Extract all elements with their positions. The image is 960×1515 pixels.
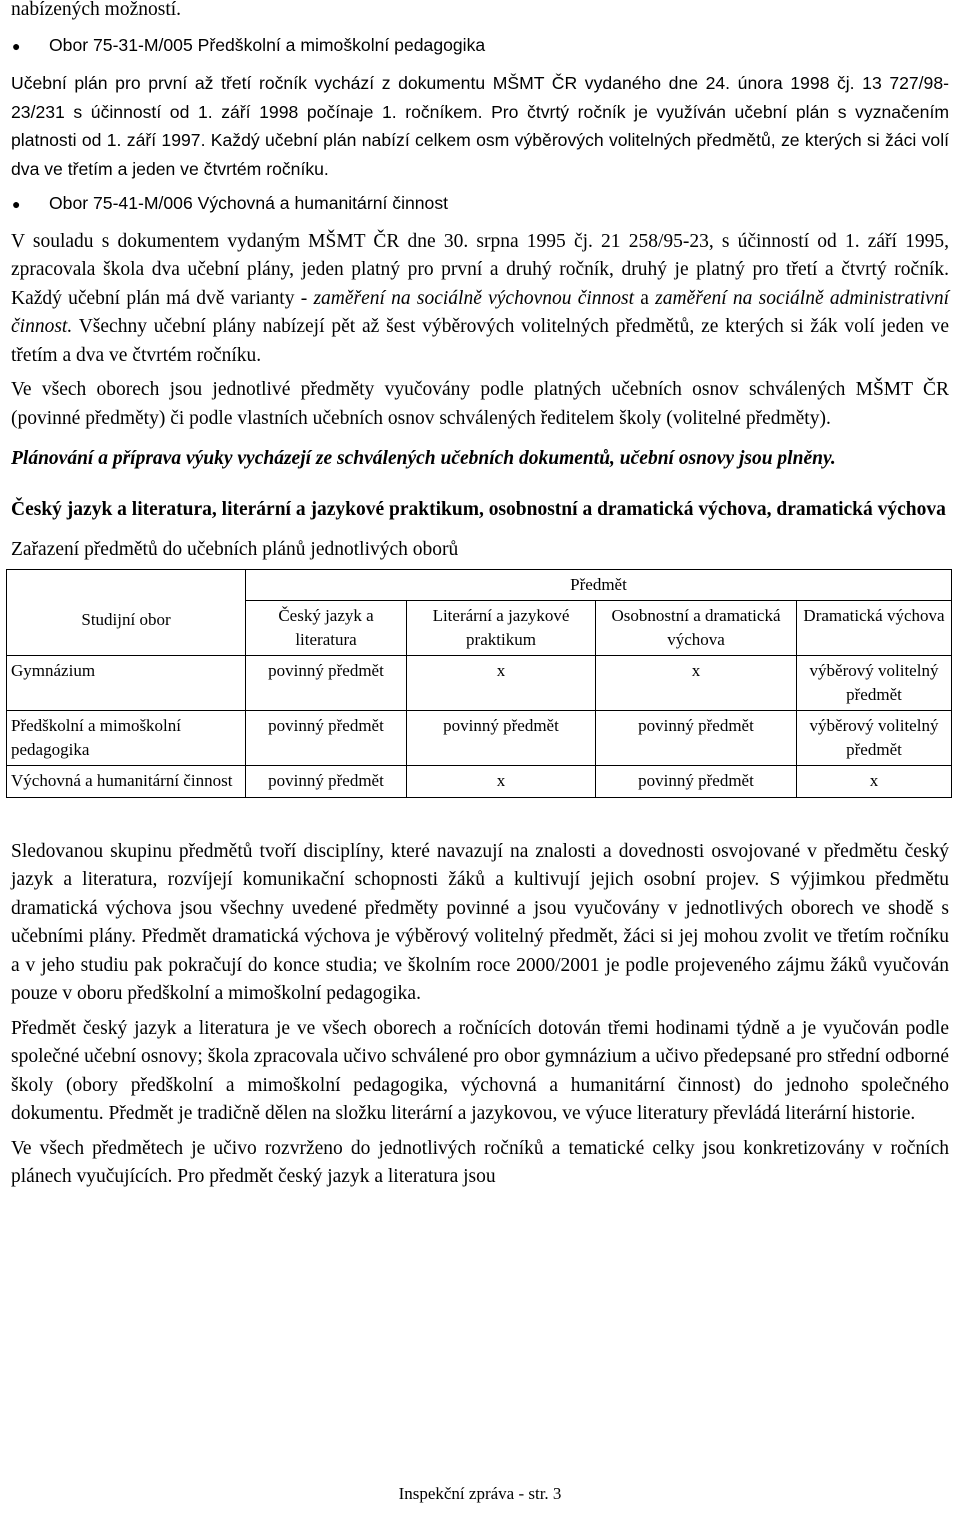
table-cell: x: [596, 656, 797, 711]
table-cell: povinný předmět: [246, 766, 407, 798]
header-subject-group: Předmět: [246, 569, 952, 601]
header-personal-drama: Osobnostní a dramatická výchova: [596, 601, 797, 656]
bullet-item-obor-006: [11, 189, 949, 221]
table-cell: Předškolní a mimoškolní pedagogika: [7, 711, 246, 766]
table-cell: povinný předmět: [407, 711, 596, 766]
table-row: [7, 711, 952, 766]
table-cell: Výchovná a humanitární činnost: [7, 766, 246, 798]
table-row: [7, 766, 952, 798]
table-cell: povinný předmět: [596, 711, 797, 766]
bullet-text: Obor 75-31-M/005 Předškolní a mimoškolní pedagogika: [49, 34, 486, 55]
paragraph-obor-006: [11, 228, 949, 371]
header-literary-practice: Literární a jazykové praktikum: [407, 601, 596, 656]
table-cell: výběrový volitelný předmět: [797, 711, 952, 766]
header-study-field: Studijní obor: [7, 569, 246, 656]
bullet-item-obor-005: [11, 31, 949, 63]
table-cell: povinný předmět: [246, 656, 407, 711]
table-cell: x: [407, 656, 596, 711]
table-cell: x: [797, 766, 952, 798]
table-cell: povinný předmět: [246, 711, 407, 766]
paragraph-curriculum-plans: Ve všech předmětech je učivo rozvrženo do jednotlivých ročníků a tematické celky jsou konkretizovány v ročních plánech vyučujících. Pro předmět český jazyk a literatura jsou: [11, 1137, 949, 1187]
paragraph-obor-005: Učební plán pro první až třetí ročník vychází z dokumentu MŠMT ČR vydaného dne 24. února 1998 čj. 13 727/98-23/231 s účinností od 1. září 1998 počínaje 1. ročníkem. Pro čtvrtý ročník je využíván učební plán s vyznačením platnosti od 1. září 1997. Každý učební plán nabízí celkem osm výběrových volitelných předmětů, ze kterých si žáci volí dva ve třetím a jeden ve čtvrtém ročníku.: [11, 73, 949, 179]
table-cell: výběrový volitelný předmět: [797, 656, 952, 711]
paragraph-osnovy: Ve všech oborech jsou jednotlivé předměty vyučovány podle platných učebních osnov schválených MŠMT ČR (povinné předměty) či podle vlastních učebních osnov schválených ředitelem školy (volitelné předměty).: [11, 379, 949, 429]
emphasis-text: zaměření na sociálně výchovnou činnost: [313, 287, 635, 309]
section-subheading: Zařazení předmětů do učebních plánů jednotlivých oborů: [11, 539, 459, 560]
section-heading: Český jazyk a literatura, literární a jazykové praktikum, osobnostní a dramatická výchova, dramatická výchova: [11, 498, 946, 520]
table-row: [7, 656, 952, 711]
emphasis-text: zaměření na sociálně administrativní činnost.: [11, 287, 950, 337]
curriculum-table: [6, 569, 952, 798]
table-cell: povinný předmět: [596, 766, 797, 798]
paragraph-conclusion: Plánování a příprava výuky vycházejí ze schválených učebních dokumentů, učební osnovy jsou plněny.: [11, 448, 836, 469]
paragraph-text: Všechny učební plány nabízejí pět až šest výběrových volitelných předmětů, ze kterých si žák volí jeden ve třetím a dva ve čtvrtém ročníku.: [11, 316, 949, 366]
paragraph-subject-group: Sledovanou skupinu předmětů tvoří disciplíny, které navazují na znalosti a dovednosti osvojované v předmětu český jazyk a literatura, rozvíjejí komunikační schopnosti žáků a kultivují jejich osobní projev. S výjimkou předmětu dramatická výchova jsou všechny uvedené předměty povinné a jsou vyučovány v jednotlivých oborech ve shodě s učebními plány. Předmět dramatická výchova je výběrový volitelný předmět, žáci si jej mohou zvolit ve třetím ročníku a v jeho studiu pak pokračují do konce studia; ve školním roce 2000/2001 je podle projeveného zájmu žáků vyučován pouze v oboru předškolní a mimoškolní pedagogika.: [11, 840, 949, 1004]
header-czech-language: Český jazyk a literatura: [246, 601, 407, 656]
table-cell: Gymnázium: [7, 656, 246, 711]
header-drama: Dramatická výchova: [797, 601, 952, 656]
paragraph-czech-language: Předmět český jazyk a literatura je ve všech oborech a ročnících dotován třemi hodinami týdně a je vyučován podle společné učební osnovy; škola zpracovala učivo schválené pro obor gymnázium a učivo předepsané pro střední odborné školy (obory předškolní a mimoškolní pedagogika, výchovná a humanitární činnost) do jednoho společného dokumentu. Předmět je tradičně dělen na složku literární a jazykovou, ve výuce literatury převládá literární historie.: [11, 1017, 949, 1124]
paragraph-text: V souladu s dokumentem vydaným MŠMT ČR dne 30. srpna 1995 čj. 21 258/95-23, s účinností od 1. září 1995, zpracovala škola dva učební plány, jeden platný pro první a druhý ročník, druhý je platný pro třetí a čtvrtý ročník. Každý učební plán má dvě varianty -: [11, 230, 949, 309]
bullet-icon: ●: [12, 198, 21, 213]
paragraph-top: nabízených možností.: [11, 0, 182, 20]
bullet-text: Obor 75-41-M/006 Výchovná a humanitární činnost: [49, 193, 449, 213]
table-cell: x: [407, 766, 596, 798]
paragraph-text: a: [634, 287, 656, 309]
bullet-icon: ●: [12, 39, 21, 55]
document-body: [11, 0, 949, 1192]
page-footer: Inspekční zpráva - str. 3: [398, 1484, 562, 1503]
table-header-row: [7, 569, 952, 601]
